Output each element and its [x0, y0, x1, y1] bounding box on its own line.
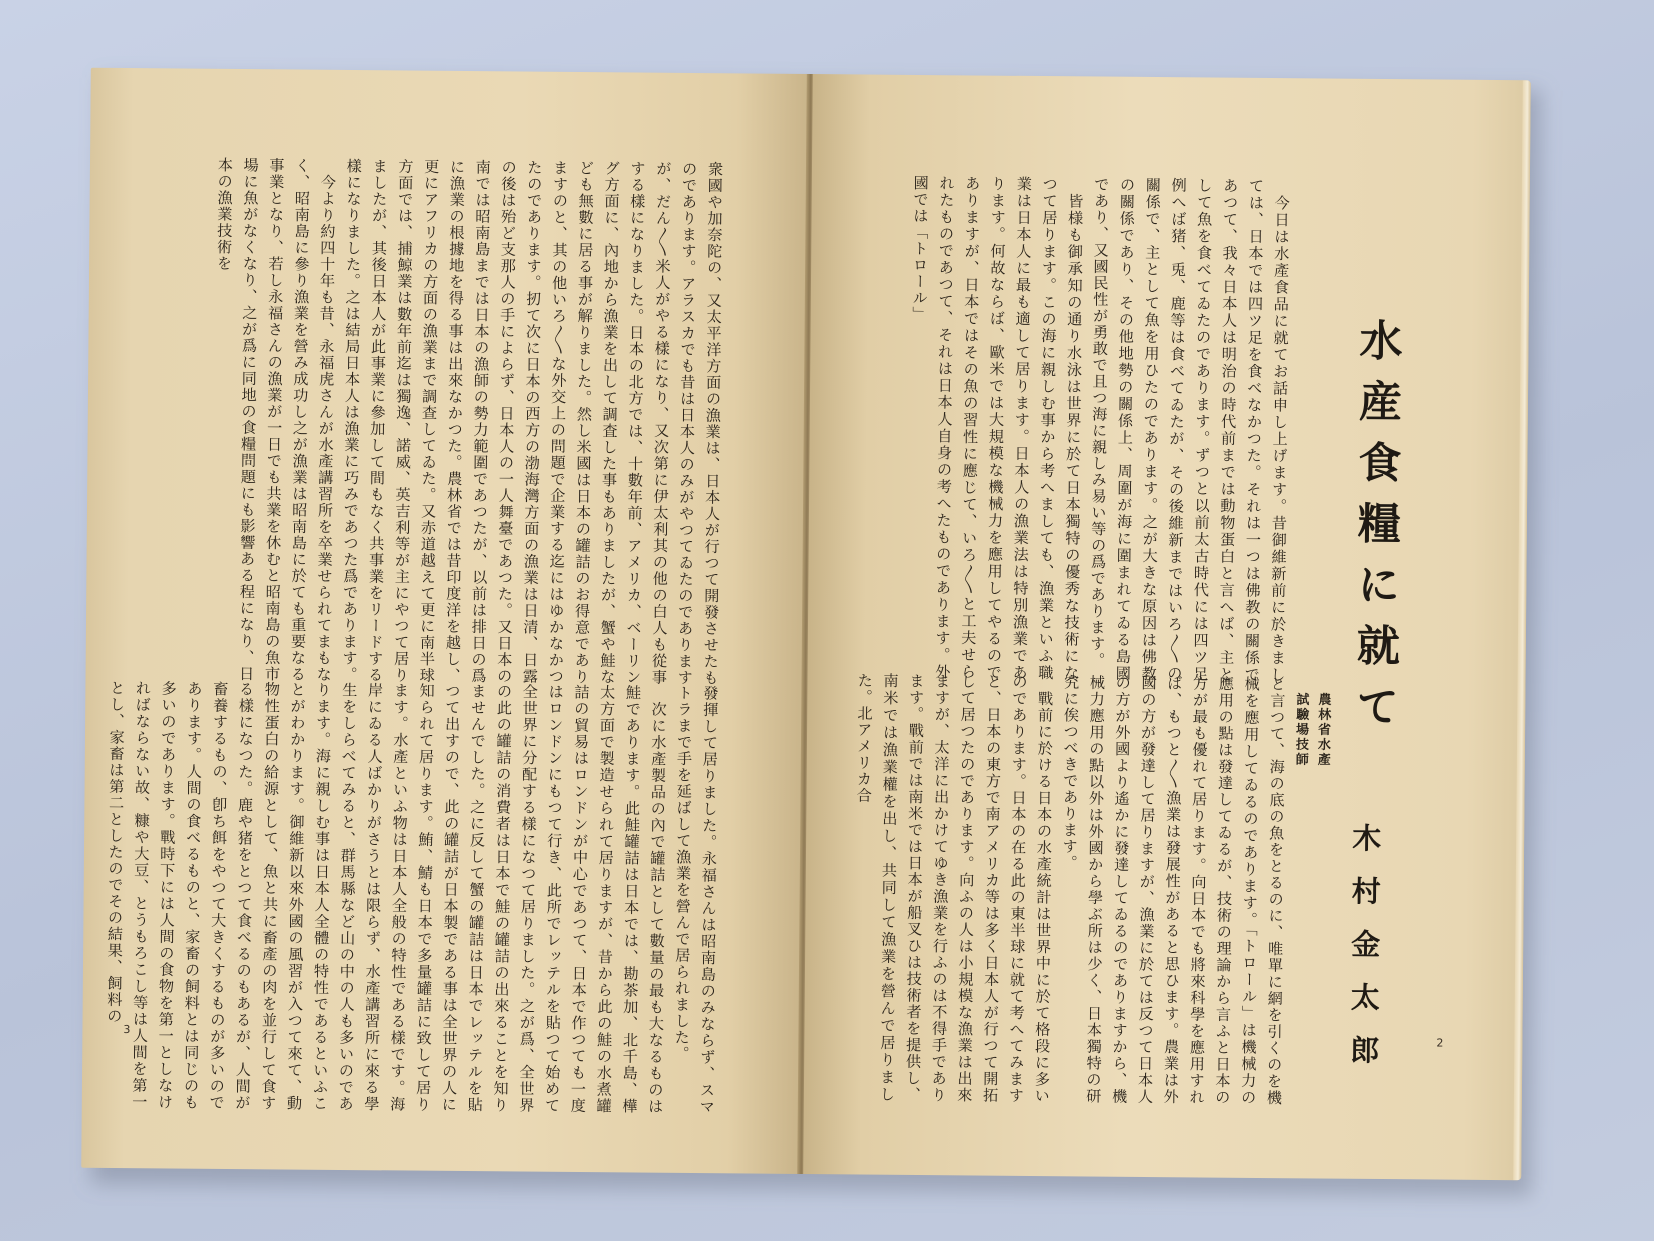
page-number-right: 2 [1436, 1036, 1444, 1050]
left-page-text-lower [105, 679, 723, 1116]
paragraph: 皆様も御承知の通り水泳は世界に於て日本獨特の優秀な技術になつて居ります。この海に親しむ事から考へましても、漁業といふ職業は日本人に最も適して居ります。日本人の漁業法は特別漁業であります。何故ならば、歐米では大規模な機械力を應用してやるのでありますが、日本ではその魚の習性に應じて、いろ〳〵と工夫せられたものであつて、それは日本人自身の考へたものであります。外國では「トロール」 [910, 174, 1085, 682]
right-page-text-upper [845, 174, 1294, 683]
left-page-text-upper [157, 156, 727, 686]
article-title: 水産食糧に就て [1348, 317, 1403, 745]
paragraph: 衆國や加奈陀の、又太平洋方面の漁業は、日本人が行つて開發させたものであります。アラスカでも昔は日本人のみがやつてゐたのでありますが、だん〳〵米人がやる樣になり、又次第に伊太利其の他の白人も從事する樣になりました。日本の北方では、十數年前、アメリカ、ベーリング方面に、內地から漁業を出して調査した事もありましたが、蟹や鮭なども無數に居る事が解りました。然し米國は日本の罐詰のお得意でありますのと、其の他いろ〳〵な外交上の問題で企業する迄にはゆかなかつたのであります。扨て次に日本の西方の渤海灣方面の漁業は日清、日露の後は殆ど支那人の手によらず、日本人の一人舞臺であつた。又日本の南では昭南島までは日本の漁師の勢力範圍であつたが、以前は排日の爲に漁業の根據地を得る事は出來なかつた。農林省では昔印度洋を越し、更にアフリカの方面の漁業まで調查してゐた。又赤道越えて更に南半球方面では、捕鯨業は數年前迄は獨逸、諾威、英吉利等が主にやつて居りましたが、其後日本人が此事業に參加して間もなく共事業をリードする樣になりました。之は結局日本人は漁業に巧みであつた爲であります。 [340, 157, 725, 687]
paragraph: 次に水產製品の內で罐詰として數量の最も大なるものは鮭であります。此鮭罐詰は日本では、勘茶加、北千島、樺太方面で製造せられて居りますが、昔から此の鮭の水煮罐詰の貿易はロンドンが中心であつて、日本で作つても一度はロンドンにもつて行き、此所でレッテルを貼つて始めて全世界に分配する樣になつて居りました。之が爲、全世界の此の罐詰の消費者は日本で鮭の罐詰の出來ることを知りませんでした。之に反して蟹の罐詰は日本でレッテルを貼つて出すので、此の罐詰が日本製である事は全世界の人に知られて居ります。鮪、鯖も日本で多量罐詰に致して居ります。水產といふ物は日本人全般の特性である樣です。海岸にゐる人ばかりがさうとは限らず、水產講習所に來る學生をしらべてみると、群馬縣など山の中の人も多いのであります。海に親しむ事は日本人全體の特性であるといふことがわかります。御維新以來外國の風習が入つて來て、動物性蛋白の給源として、魚と共に畜產の肉を並行して食する樣になつた。鹿や猪をとつて食べるのもあるが、人間が畜養するもの、卽ち餌をやつて大きくするものが多いのであります。人間の食べるものと、家畜の飼料とは同じのも多いのであります。戰時下には人間の食物を第一としなければならない故、糠や大豆、とうもろこし等は人間を第一とし、家畜は第二としたのでその結果、飼料の [105, 679, 668, 1115]
open-booklet [81, 68, 1531, 1181]
author-affiliation-line-2: 試驗場技師 [1292, 692, 1309, 768]
page-number-left: 3 [123, 1023, 131, 1037]
paragraph: 今日は水產食品に就てお話申し上げます。昔御維新前に於きましては、日本では四ツ足を食べなかつた。それは一つは佛教の關係であつて、我々日本人は明治の時代前までは動物蛋白と言へば、主として魚を食べてゐたのであります。ずつと以前太古時代には四ツ足例へば猪、兎、鹿等は食べてゐたが、その後維新まではいろ〳〵の關係で、主として魚を用ひたのであります。之が大きな原因は佛教の關係であり、その他地勢の關係上、周圍が海に圍まれてゐる島國であり、又國民性が勇敢で且つ海に親しみ易い等の爲であります。 [1088, 176, 1291, 684]
author-affiliation-line-1: 農林省水產 [1314, 692, 1331, 768]
author-affiliation [1276, 692, 1333, 802]
left-page [81, 68, 809, 1174]
right-page [803, 74, 1531, 1180]
right-page-text-lower [841, 672, 1290, 1106]
paragraph: 戰前に於ける日本の水產統計は世界中に於て格段に多いのであります。日本の在る此の東半球に就て考へてみますと、日本の東方で南アメリカ等は多く日本人が行つて開拓して居つたのであります。向ふの人は小規模な漁業は出來ますが、太洋に出かけてゆき漁業を行ふのは不得手であります。戰前では南米では日本が船叉ひは技術者を提供し、南米では漁業權を出し、共同して漁業を營んで居りました。北アメリカ合 [854, 672, 1055, 1105]
paragraph: と言つて、海の底の魚をとるのに、唯單に網を引くのを機械を應用してゐるのであります。「トロール」は機械力の應用の點は發達してゐるが、技術の理論から言ふと日本の方が最も優れて居ります。向日本でも將來科學を應用すれば、もつと〳〵漁業は發展性があると思ひます。農業は外國の方が發達して居りますが、漁業に於ては反つて日本人の方が外國より遙かに發達してゐるのでありますから、機械力應用の點以外は外國から學ぶ所は少く、日本獨特の研究に俟つべきであります。 [1060, 674, 1287, 1107]
author-name: 木村金太郎 [1345, 822, 1383, 1089]
paragraph: 今より約四十年も昔、永福虎さんが水產講習所を卒業せられてまもなく、昭南島に參り漁業を營み成功し之が漁業は昭南島に於ても重要なる事業となり、若し永福さんの漁業が一日でも共業を休むと昭南島の魚市場に魚がなくなり、之が爲に同地の食糧問題にも影響ある程になり、日本の漁業技術を [214, 156, 338, 683]
paragraph: 發揮して居りました。永福さんは昭南島のみならず、スマトラまで手を延ばして漁業を營んで居られました。 [672, 684, 720, 1116]
